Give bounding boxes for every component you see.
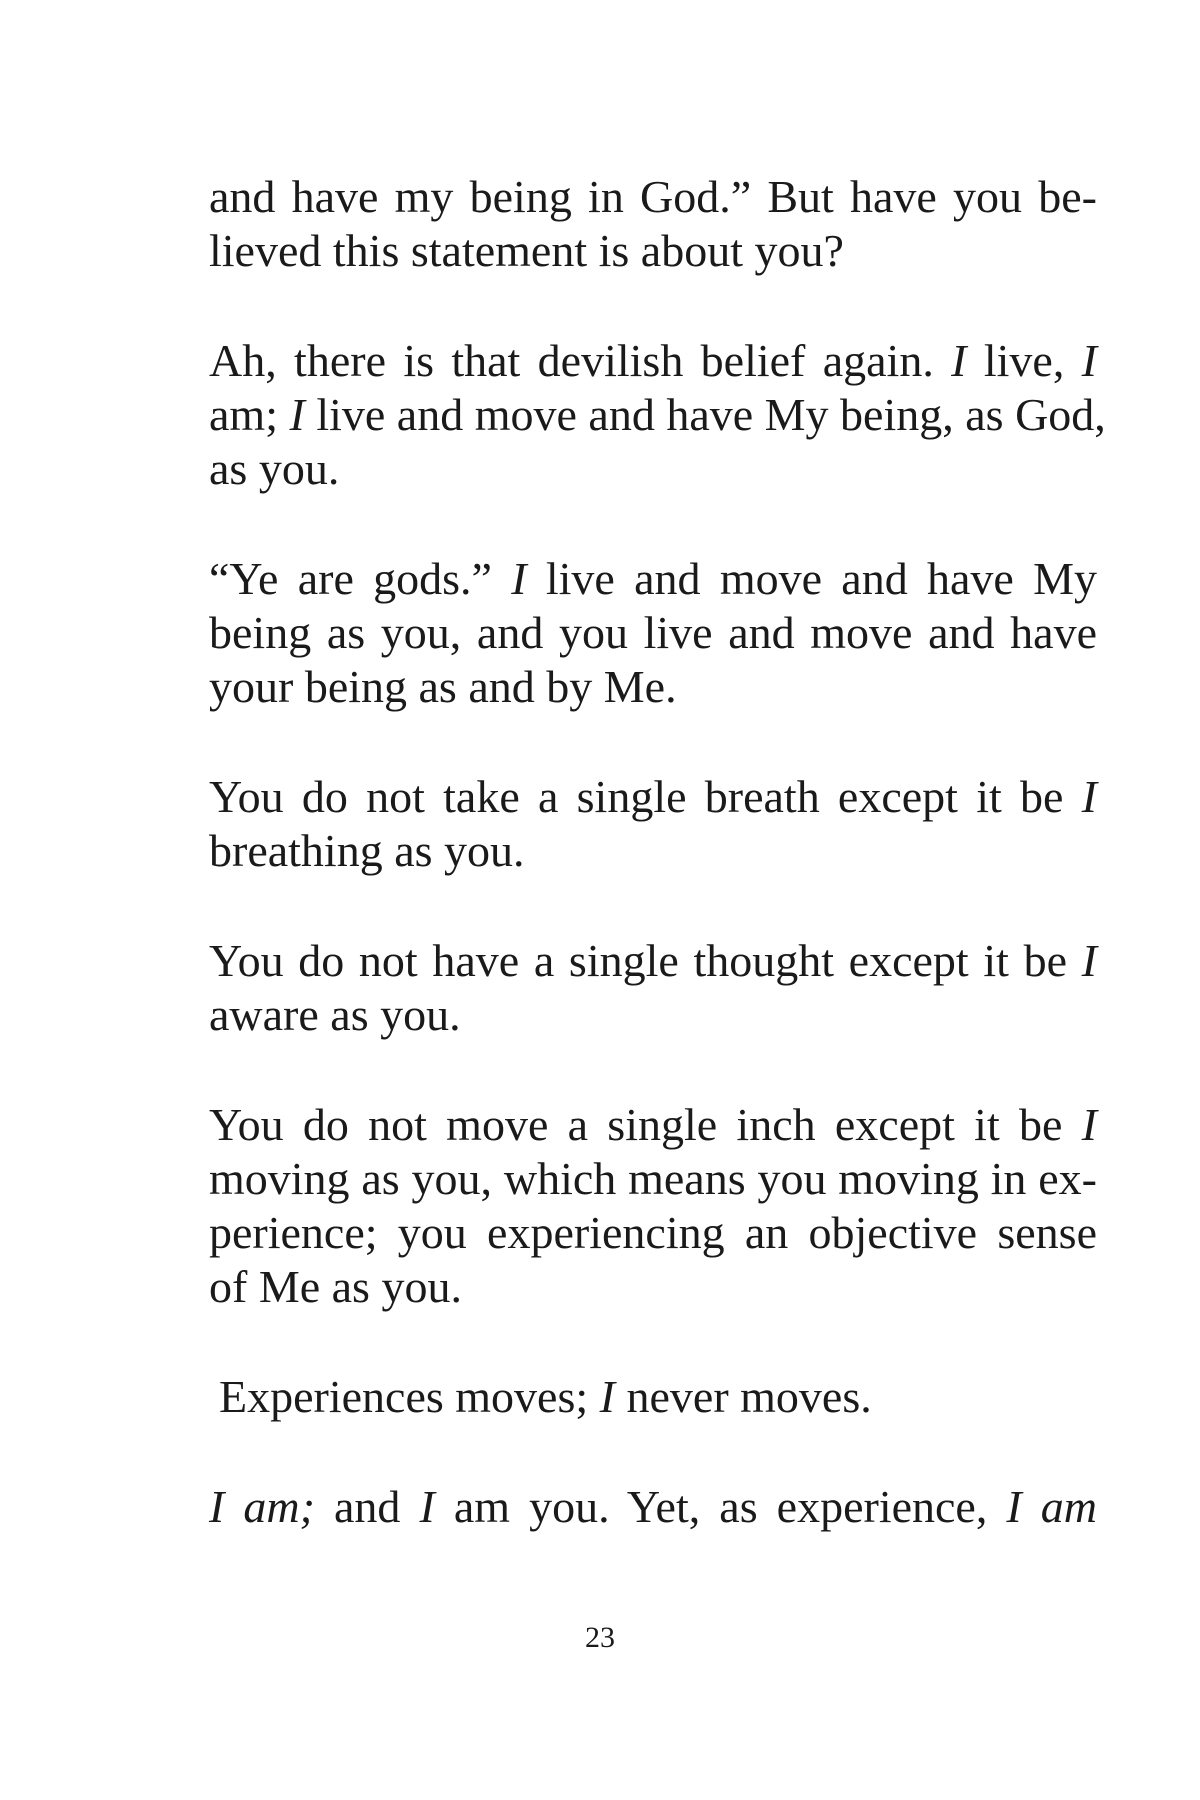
italic-text: I am	[1006, 1481, 1097, 1532]
paragraph	[209, 552, 1097, 714]
text-run: am you. Yet, as experience,	[434, 1481, 1007, 1532]
text-run: of Me as you.	[209, 1261, 462, 1312]
italic-text: I	[599, 1371, 615, 1422]
text-run: am;	[209, 389, 290, 440]
italic-text: I	[1081, 335, 1097, 386]
italic-text: I	[1081, 935, 1097, 986]
paragraph	[209, 770, 1097, 878]
italic-text: I	[951, 335, 967, 386]
text-run: being as you, and you live and move and have	[209, 607, 1097, 658]
text-line	[209, 170, 1097, 224]
text-run: lieved this statement is about you?	[209, 225, 844, 276]
text-run: live,	[966, 335, 1082, 386]
text-run: You do not move a single inch except it be	[209, 1099, 1082, 1150]
text-line	[209, 552, 1097, 606]
text-line	[209, 824, 1097, 878]
text-line	[209, 988, 1097, 1042]
text-line	[209, 224, 1097, 278]
text-run: aware as you.	[209, 989, 461, 1040]
page-number: 23	[585, 1621, 615, 1654]
text-run: Ah, there is that devilish belief again.	[209, 335, 952, 386]
text-line	[209, 1480, 1097, 1534]
italic-text: I	[419, 1481, 435, 1532]
text-run: You do not take a single breath except it be	[209, 771, 1082, 822]
text-run: moving as you, which means you moving in ex-	[209, 1153, 1097, 1204]
text-line	[219, 1370, 1097, 1424]
paragraph	[209, 1098, 1097, 1314]
text-line	[209, 660, 1097, 714]
italic-text: I	[289, 389, 305, 440]
italic-text: I	[511, 553, 527, 604]
page-body	[209, 170, 1106, 1590]
text-run: live and move and have My being, as God,	[304, 389, 1106, 440]
paragraph	[209, 934, 1097, 1042]
text-run: breathing as you.	[209, 825, 525, 876]
text-line	[209, 1206, 1097, 1260]
text-line	[209, 388, 1106, 442]
text-line	[209, 770, 1097, 824]
paragraph	[209, 334, 1106, 496]
text-run: as you.	[209, 443, 340, 494]
text-run: live and move and have My	[526, 553, 1098, 604]
text-line	[209, 334, 1097, 388]
text-line	[209, 1260, 1097, 1314]
paragraph	[209, 1370, 1097, 1424]
text-run: and have my being in God.” But have you be-	[209, 171, 1097, 222]
paragraph	[209, 170, 1097, 278]
text-run: You do not have a single thought except it be	[209, 935, 1082, 986]
text-run: Experiences moves;	[219, 1371, 600, 1422]
text-run: your being as and by Me.	[209, 661, 677, 712]
text-run: perience; you experiencing an objective sense	[209, 1207, 1097, 1258]
text-run: and	[314, 1481, 420, 1532]
text-line	[209, 606, 1097, 660]
text-run: never moves.	[614, 1371, 872, 1422]
italic-text: I	[1081, 771, 1097, 822]
text-line	[209, 934, 1097, 988]
text-line	[209, 1098, 1097, 1152]
text-line	[209, 1152, 1097, 1206]
text-line	[209, 442, 1097, 496]
italic-text: I am;	[209, 1481, 315, 1532]
italic-text: I	[1081, 1099, 1097, 1150]
text-run: “Ye are gods.”	[209, 553, 512, 604]
paragraph	[209, 1480, 1097, 1534]
